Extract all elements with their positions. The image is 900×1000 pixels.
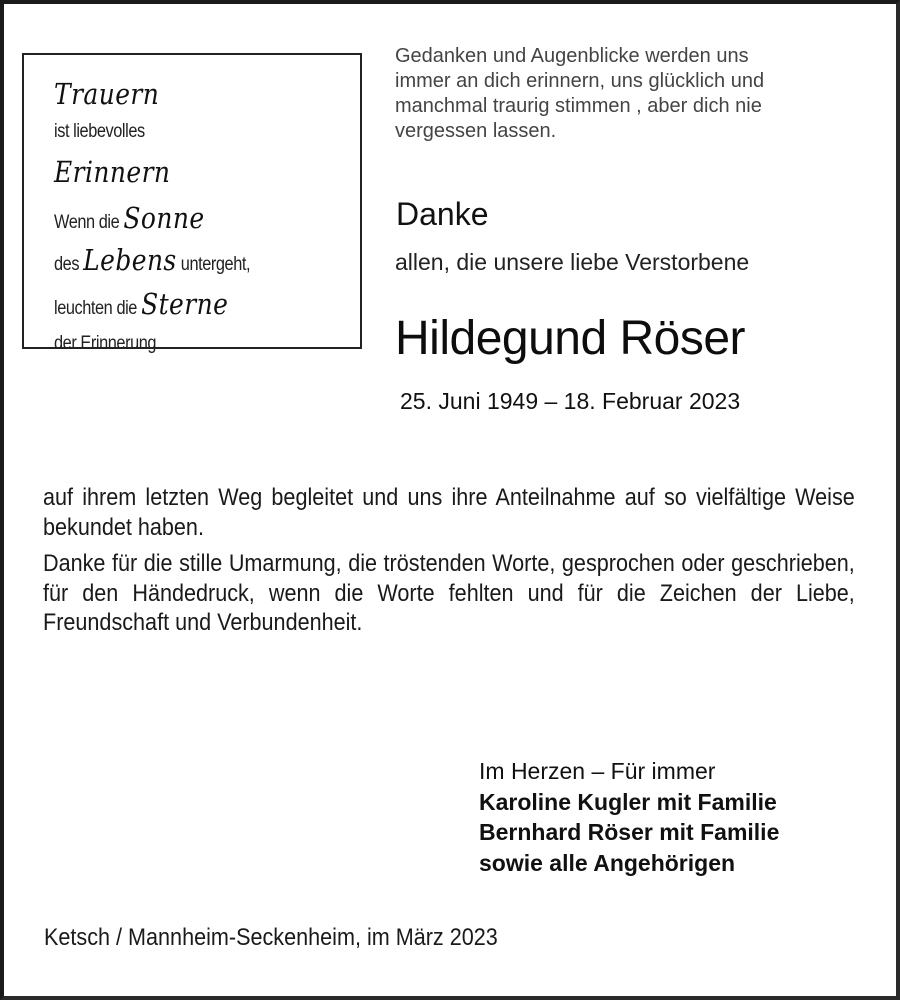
life-dates: 25. Juni 1949 – 18. Februar 2023 xyxy=(400,388,741,414)
place-date: Ketsch / Mannheim-Seckenheim, im März 2023 xyxy=(44,924,498,951)
verse-word-lebens: Lebens xyxy=(83,243,177,277)
body-paragraph-1: auf ihrem letzten Weg begleitet und uns ihre Anteilnahme auf so vielfältige Weise bekundet haben. xyxy=(43,484,855,541)
quote-line: immer an dich erinnern, uns glücklich und xyxy=(395,70,765,92)
verse-line-2: ist liebevolles xyxy=(54,121,145,142)
verse-line-4-pre: Wenn die xyxy=(54,212,124,233)
signature-block xyxy=(479,756,779,878)
verse-line-5-pre: des xyxy=(54,254,84,275)
verse-word-sterne: Sterne xyxy=(141,287,229,321)
signature-family-1: Karoline Kugler mit Familie xyxy=(479,788,777,815)
signature-motto: Im Herzen – Für immer xyxy=(479,758,716,784)
danke-heading: Danke xyxy=(396,196,489,232)
quote xyxy=(395,44,865,144)
signature-others: sowie alle Angehörigen xyxy=(479,849,736,876)
intro-line: allen, die unsere liebe Verstorbene xyxy=(395,249,750,275)
verse-word-sonne: Sonne xyxy=(123,201,205,235)
deceased-name: Hildegund Röser xyxy=(395,312,746,365)
body-text xyxy=(43,483,855,638)
verse-word-trauern: Trauern xyxy=(54,77,160,111)
quote-line: Gedanken und Augenblicke werden uns xyxy=(395,45,749,67)
verse-line-7: der Erinnerung. xyxy=(54,333,161,354)
signature-family-2: Bernhard Röser mit Familie xyxy=(479,819,780,845)
verse-line-5-post: untergeht, xyxy=(176,254,251,275)
verse-word-erinnern: Erinnern xyxy=(54,155,171,189)
verse-line-6-pre: leuchten die xyxy=(54,298,142,319)
quote-line: manchmal traurig stimmen , aber dich nie xyxy=(395,95,762,117)
body-paragraph-2: Danke für die stille Umarmung, die tröstenden Worte, gesprochen oder geschrieben, für den Händedruck, wenn die Worte fehlten und für die Zeichen der Liebe, Freundschaft und Verbundenheit. xyxy=(43,550,855,636)
verse-box xyxy=(22,53,362,354)
quote-line: vergessen lassen. xyxy=(395,120,557,142)
